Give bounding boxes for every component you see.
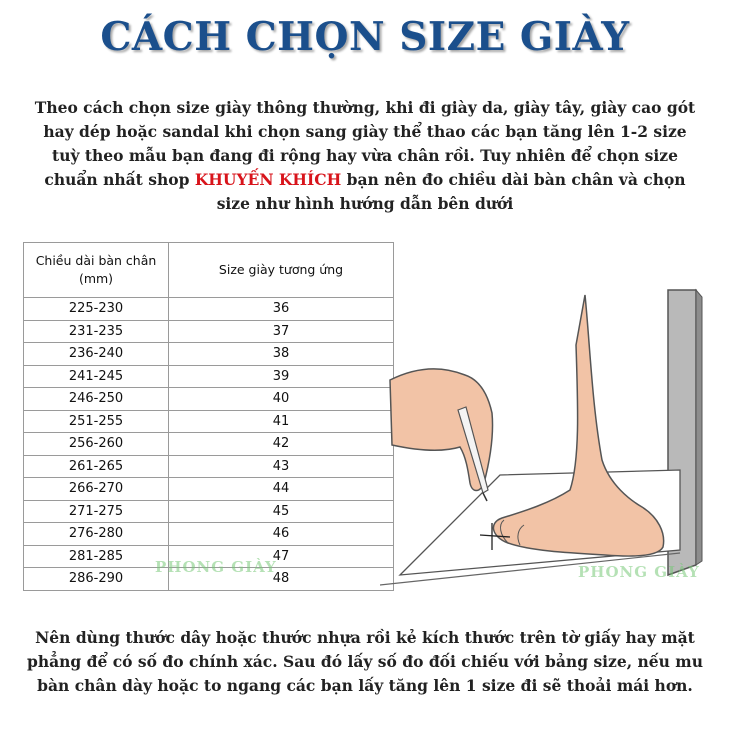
watermark-left: PHONG GIÀY: [155, 558, 277, 576]
foot-length-cell: 251-255: [24, 410, 169, 433]
table-row: [24, 365, 394, 388]
shoe-size-cell: 39: [169, 365, 394, 388]
table-row: [24, 500, 394, 523]
table-header-row: [24, 243, 394, 298]
table-row: [24, 433, 394, 456]
foot-length-cell: 231-235: [24, 320, 169, 343]
foot-length-cell: 236-240: [24, 343, 169, 366]
size-table-body: [24, 298, 394, 591]
table-row: [24, 523, 394, 546]
size-table: [23, 242, 394, 591]
table-row: [24, 478, 394, 501]
page-title: CÁCH CHỌN SIZE GIÀY: [100, 14, 630, 60]
shoe-size-cell: 45: [169, 500, 394, 523]
foot-length-cell: 281-285: [24, 545, 169, 568]
foot-length-cell: 225-230: [24, 298, 169, 321]
shoe-size-cell: 38: [169, 343, 394, 366]
foot-shape: [493, 295, 663, 556]
intro-text-end: bạn nên đo chiều dài bàn chân và chọn size như hình hướng dẫn bên dưới: [216, 170, 686, 213]
shoe-size-cell: 41: [169, 410, 394, 433]
shoe-size-cell: 40: [169, 388, 394, 411]
intro-text: Theo cách chọn size giày thông thường, khi đi giày da, giày tây, giày cao gót hay dép hoặc sandal khi chọn sang giày thể thao các bạn tăng lên 1-2 size tuỳ theo mẫu bạn đang đi rộng hay vừa chân rồi. Tuy nhiên để chọn size chuẩn nhất shop: [34, 98, 696, 189]
foot-length-cell: 266-270: [24, 478, 169, 501]
foot-length-cell: 256-260: [24, 433, 169, 456]
shoe-size-cell: 48: [169, 568, 394, 591]
foot-measuring-illustration: [380, 285, 710, 605]
table-row: [24, 455, 394, 478]
shoe-size-cell: 44: [169, 478, 394, 501]
shoe-size-cell: 46: [169, 523, 394, 546]
outro-paragraph: Nên dùng thước dây hoặc thước nhựa rồi kẻ kích thước trên tờ giấy hay mặt phẳng để có số đo chính xác. Sau đó lấy số đo đối chiếu với bảng size, nếu mu bàn chân dày hoặc to ngang các bạn lấy tăng lên 1 size đi sẽ thoải mái hơn.: [27, 628, 703, 695]
foot-length-cell: 286-290: [24, 568, 169, 591]
watermark-right: PHONG GIÀY: [578, 563, 700, 581]
intro-paragraph: [30, 96, 700, 216]
header-shoe-size: Size giày tương ứng: [169, 243, 394, 298]
table-row: [24, 343, 394, 366]
shoe-size-cell: 47: [169, 545, 394, 568]
foot-length-cell: 241-245: [24, 365, 169, 388]
shoe-size-cell: 42: [169, 433, 394, 456]
table-row: [24, 410, 394, 433]
foot-length-cell: 246-250: [24, 388, 169, 411]
table-row: [24, 298, 394, 321]
intro-highlight: KHUYẾN KHÍCH: [194, 170, 342, 189]
table-row: [24, 388, 394, 411]
foot-length-cell: 276-280: [24, 523, 169, 546]
header-foot-length: Chiều dài bàn chân (mm): [24, 243, 169, 298]
table-row: [24, 320, 394, 343]
foot-length-cell: 271-275: [24, 500, 169, 523]
shoe-size-cell: 36: [169, 298, 394, 321]
shoe-size-cell: 43: [169, 455, 394, 478]
foot-length-cell: 261-265: [24, 455, 169, 478]
shoe-size-cell: 37: [169, 320, 394, 343]
